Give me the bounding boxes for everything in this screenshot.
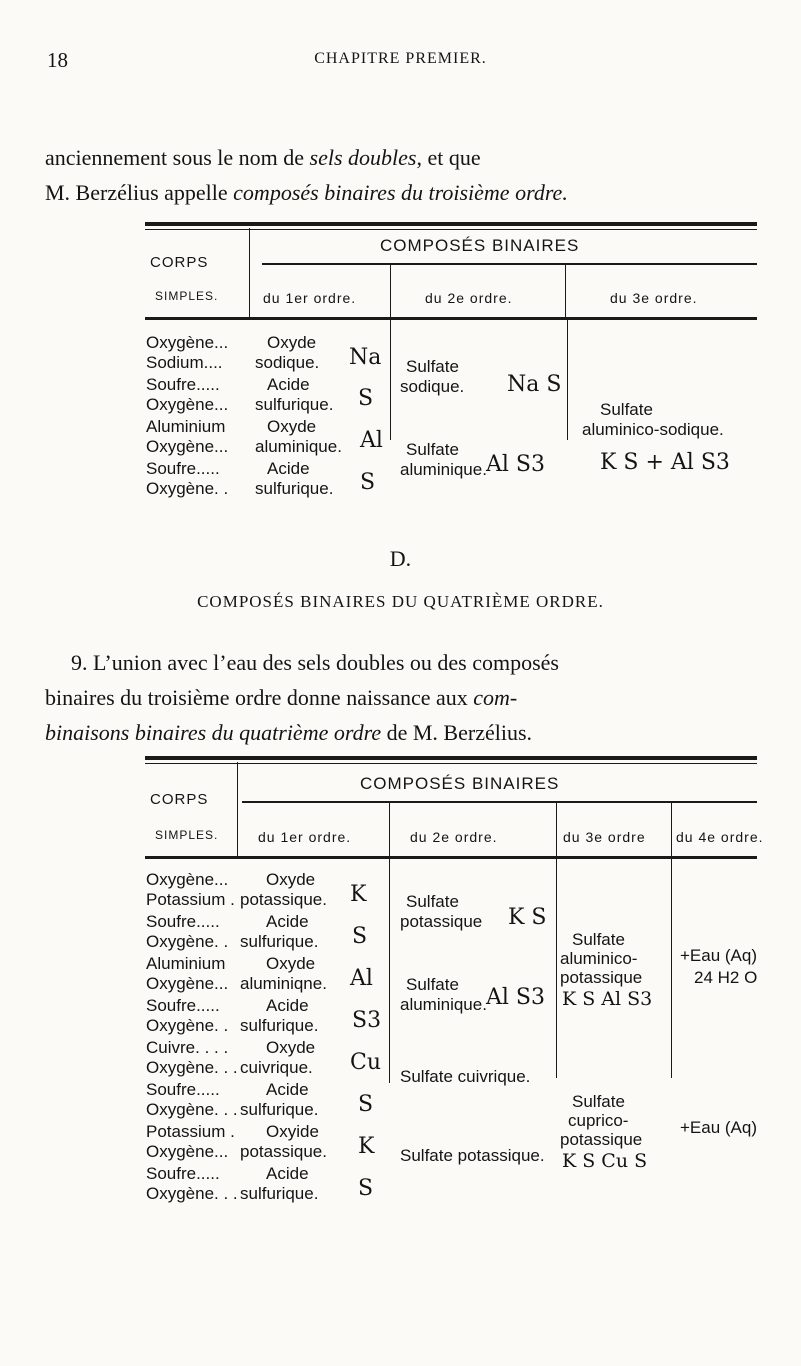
ordre1-cell — [240, 1080, 318, 1120]
text: Sulfate — [600, 400, 653, 419]
col-header: du 1er ordre. — [263, 290, 357, 306]
text: Oxygène... — [146, 974, 229, 993]
text-italic: com- — [473, 685, 518, 710]
text: Sulfate — [572, 1092, 625, 1111]
text: sulfurique. — [255, 395, 334, 414]
group-header: COMPOSÉS BINAIRES — [360, 774, 560, 793]
text: Potassium . — [146, 890, 235, 909]
running-title: CHAPITRE PREMIER. — [314, 50, 487, 67]
text: Acide — [266, 912, 309, 931]
formula: S — [352, 924, 368, 949]
ordre2-cell — [400, 440, 487, 480]
formula: K S + Al S3 — [600, 450, 730, 475]
text: Aluminium — [146, 417, 226, 436]
formula: S — [360, 470, 376, 495]
ordre1-cell — [240, 1038, 315, 1078]
col-header: du 1er ordre. — [258, 829, 352, 845]
text: Oxygène. . . — [146, 1100, 238, 1119]
ordre3-cell — [560, 930, 642, 987]
line — [45, 680, 757, 715]
text: aluminiqne. — [240, 974, 327, 993]
text: Oxygène... — [146, 437, 229, 456]
col-divider — [556, 803, 557, 858]
text: Oxygène. . . — [146, 1184, 238, 1203]
text: Oxyde — [267, 333, 317, 352]
ordre1-cell — [255, 375, 333, 415]
formula: K — [350, 882, 367, 907]
text: Oxygène... — [146, 870, 229, 889]
intro-paragraph — [45, 140, 757, 210]
text: Acide — [266, 1080, 309, 1099]
col-divider — [249, 228, 250, 320]
text: Oxyde — [267, 417, 317, 436]
text: Oxygène... — [146, 333, 229, 352]
col-divider — [565, 265, 566, 320]
corner-label: CORPS — [150, 791, 209, 808]
col-header: du 3e ordre — [563, 829, 646, 845]
text: Oxygène. . — [146, 1016, 229, 1035]
ordre2-cell — [400, 975, 487, 1015]
simple-cell — [146, 996, 228, 1036]
text: Sodium.... — [146, 353, 223, 372]
text: sodique. — [400, 377, 465, 396]
text: Cuivre. . . . — [146, 1038, 229, 1057]
line — [45, 715, 757, 750]
formula: K S Al S3 — [562, 988, 653, 1010]
text: Oxyde — [266, 870, 316, 889]
ordre2-cell — [400, 357, 464, 397]
simple-cell — [146, 912, 228, 952]
ordre1-cell — [255, 459, 333, 499]
formula: S3 — [352, 1008, 382, 1033]
group-header: COMPOSÉS BINAIRES — [380, 236, 580, 255]
page-number: 18 — [47, 48, 68, 72]
col-divider — [389, 803, 390, 858]
formula: Al — [360, 428, 383, 453]
col-divider — [390, 320, 391, 440]
text: Soufre..... — [146, 1164, 220, 1183]
formula: K S — [508, 905, 547, 930]
text: M. Berzélius appelle — [45, 180, 234, 205]
ordre2-cell: Sulfate potassique. — [400, 1146, 545, 1165]
text: sulfurique. — [240, 1100, 319, 1119]
text: 9. L’union avec l’eau des sels doubles ou des composés — [71, 650, 559, 675]
table-top-rule — [145, 222, 757, 226]
header-rule — [145, 317, 757, 320]
text: Oxygène. . — [146, 479, 229, 498]
text: sodique. — [255, 353, 320, 372]
text: potassique — [560, 1130, 643, 1149]
text: Sulfate — [572, 930, 625, 949]
ordre3-cell — [582, 400, 724, 440]
paragraph-9 — [45, 645, 757, 750]
formula: S — [358, 1176, 374, 1201]
text: aluminico-sodique. — [582, 420, 724, 439]
simple-cell — [146, 459, 228, 499]
ordre1-cell — [255, 333, 319, 373]
text: Soufre..... — [146, 912, 220, 931]
col-header: du 2e ordre. — [410, 829, 498, 845]
col-divider — [556, 858, 557, 1078]
figure-label: D. — [389, 546, 412, 571]
text: aluminique. — [400, 995, 487, 1014]
simple-cell — [146, 375, 228, 415]
text: Soufre..... — [146, 375, 220, 394]
text: Acide — [267, 375, 310, 394]
group-underline — [262, 263, 757, 265]
ordre1-cell — [240, 996, 318, 1036]
formula: K — [358, 1134, 375, 1159]
text: aluminique. — [255, 437, 342, 456]
ordre4-cell: +Eau (Aq) — [680, 1118, 758, 1137]
simple-cell — [146, 1164, 238, 1204]
simple-cell — [146, 1080, 238, 1120]
col-divider — [567, 320, 568, 440]
ordre2-cell — [400, 892, 482, 932]
text: aluminico- — [560, 949, 638, 968]
formula: Cu — [350, 1050, 382, 1075]
formula: S — [358, 386, 374, 411]
text: Potassium . — [146, 1122, 235, 1141]
table-top-rule-thin — [145, 229, 757, 230]
corner-label: SIMPLES. — [155, 289, 219, 303]
text: Soufre..... — [146, 459, 220, 478]
col-header: du 2e ordre. — [425, 290, 513, 306]
section-title: COMPOSÉS BINAIRES DU QUATRIÈME ORDRE. — [197, 592, 604, 611]
intro-line-1 — [45, 140, 757, 175]
col-header: du 4e ordre. — [676, 829, 764, 845]
ordre3-cell — [560, 1092, 642, 1149]
text: sulfurique. — [240, 1184, 319, 1203]
formula: Al S3 — [486, 985, 545, 1010]
table-top-rule — [145, 756, 757, 760]
text: Acide — [266, 1164, 309, 1183]
formula: S — [358, 1092, 374, 1117]
ordre1-cell — [240, 954, 327, 994]
text: Sulfate — [406, 892, 459, 911]
text-italic: binaisons binaires du quatrième ordre — [45, 720, 382, 745]
text-italic: composés binaires du troisième ordre. — [233, 180, 568, 205]
group-underline — [242, 801, 757, 803]
formula: Na S — [507, 372, 562, 397]
text: Acide — [267, 459, 310, 478]
col-header: du 3e ordre. — [610, 290, 698, 306]
formula: Na — [349, 345, 382, 370]
text: Acide — [266, 996, 309, 1015]
intro-line-2 — [45, 175, 757, 210]
col-divider — [671, 858, 672, 1078]
text: Oxygène. . — [146, 932, 229, 951]
simple-cell — [146, 954, 228, 994]
text: binaires du troisième ordre donne naissance aux — [45, 685, 474, 710]
text: sulfurique. — [255, 479, 334, 498]
text: cuivrique. — [240, 1058, 313, 1077]
text: Oxygène. . . — [146, 1058, 238, 1077]
text: potassique. — [240, 890, 327, 909]
corner-label: CORPS — [150, 254, 209, 271]
text: Sulfate — [406, 440, 459, 459]
text-italic: sels doubles — [309, 145, 417, 170]
ordre1-cell — [240, 1164, 318, 1204]
simple-cell — [146, 1038, 238, 1078]
text: aluminique. — [400, 460, 487, 479]
ordre1-cell — [240, 870, 327, 910]
text: Sulfate — [406, 975, 459, 994]
ordre1-cell — [255, 417, 342, 457]
formula: K S Cu S — [562, 1150, 648, 1172]
formula: Al S3 — [486, 452, 545, 477]
text: potassique. — [240, 1142, 327, 1161]
ordre1-cell — [240, 912, 318, 952]
text: , et que — [416, 145, 481, 170]
simple-cell — [146, 417, 228, 457]
col-divider — [390, 265, 391, 320]
text: Oxygène... — [146, 1142, 229, 1161]
simple-cell — [146, 870, 235, 910]
simple-cell — [146, 1122, 235, 1162]
formula: Al — [350, 966, 373, 991]
col-divider — [237, 762, 238, 858]
corner-label: SIMPLES. — [155, 828, 219, 842]
text: de M. Berzélius. — [381, 720, 533, 745]
text: Oxygène... — [146, 395, 229, 414]
text: potassique — [560, 968, 643, 987]
text: potassique — [400, 912, 483, 931]
col-divider — [389, 858, 390, 1083]
ordre2-cell: Sulfate cuivrique. — [400, 1067, 531, 1086]
ordre1-cell — [240, 1122, 327, 1162]
text: Oxyde — [266, 1038, 316, 1057]
text: Soufre..... — [146, 1080, 220, 1099]
text: Oxyide — [266, 1122, 319, 1141]
ordre4-cell — [680, 945, 757, 989]
col-divider — [671, 803, 672, 858]
text: Soufre..... — [146, 996, 220, 1015]
text: Aluminium — [146, 954, 226, 973]
text: cuprico- — [568, 1111, 629, 1130]
text: +Eau (Aq) — [680, 946, 758, 965]
text: sulfurique. — [240, 932, 319, 951]
text: sulfurique. — [240, 1016, 319, 1035]
simple-cell — [146, 333, 228, 373]
text: 24 H2 O — [694, 968, 758, 987]
text: Sulfate — [406, 357, 459, 376]
text: Oxyde — [266, 954, 316, 973]
text: anciennement sous le nom de — [45, 145, 310, 170]
